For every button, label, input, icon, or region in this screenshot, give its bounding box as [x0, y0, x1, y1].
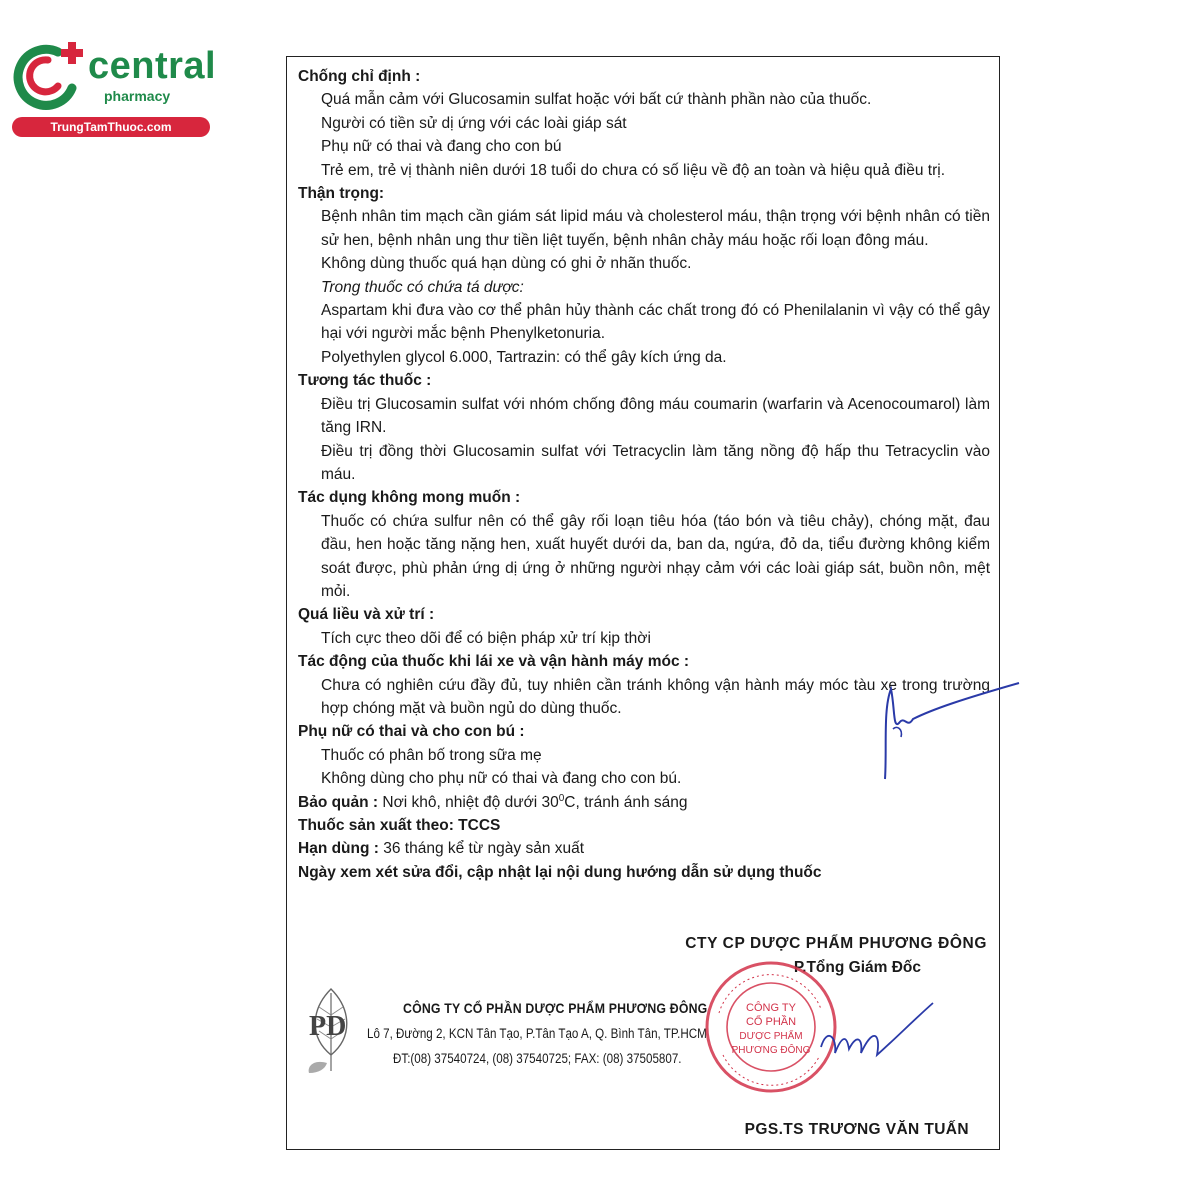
section-line: Điều trị Glucosamin sulfat với nhóm chống đông máu coumarin (warfarin và Acenocoumarol) làm tăng IRN.	[321, 395, 990, 437]
section-line: Quá mẫn cảm với Glucosamin sulfat hoặc với bất cứ thành phần nào của thuốc.	[321, 91, 872, 109]
expiry-line	[298, 837, 990, 860]
brand-name: central	[88, 45, 217, 87]
section-line: Tích cực theo dõi để có biện pháp xử trí kịp thời	[321, 629, 651, 647]
section-overdose	[298, 603, 990, 650]
stamp-line: PHƯƠNG ĐÔNG	[731, 1045, 811, 1056]
section-line: Phụ nữ có thai và đang cho con bú	[321, 138, 562, 156]
storage-text: Nơi khô, nhiệt độ dưới 30	[378, 793, 559, 811]
section-line: Không dùng cho phụ nữ có thai và đang cho con bú.	[321, 770, 682, 788]
section-heading: Chống chỉ định :	[298, 68, 421, 85]
brand-subtitle: pharmacy	[104, 88, 171, 104]
section-line: Thuốc có phân bố trong sữa mẹ	[321, 746, 542, 764]
section-interactions	[298, 369, 990, 486]
expiry-label: Hạn dùng :	[298, 840, 379, 858]
section-heading: Thận trọng:	[298, 185, 385, 203]
stamp-line: CỔ PHẦN	[745, 1016, 797, 1028]
section-line: Polyethylen glycol 6.000, Tartrazin: có thể gây kích ứng da.	[321, 348, 727, 366]
signer-name: PGS.TS TRƯƠNG VĂN TUẤN	[744, 1121, 969, 1138]
pd-logo-text: PD	[309, 1011, 347, 1042]
section-line: Điều trị đồng thời Glucosamin sulfat với Tetracyclin làm tăng nồng độ hấp thu Tetracyclin vào máu.	[321, 442, 990, 483]
standard-line: Thuốc sản xuất theo: TCCS	[298, 817, 501, 834]
section-heading: Tác dụng không mong muốn :	[298, 489, 521, 507]
brand-logo[interactable]	[12, 38, 217, 138]
manufacturer-contact: ĐT:(08) 37540724, (08) 37540725; FAX: (08) 37505807.	[393, 1051, 682, 1066]
handwritten-signature-icon	[873, 679, 1023, 789]
manufacturer-address: Lô 7, Đường 2, KCN Tân Tạo, P.Tân Tạo A, Q. Bình Tân, TP.HCM	[367, 1026, 707, 1041]
storage-text-b: C, tránh ánh sáng	[564, 793, 688, 811]
central-pharmacy-logo-icon	[12, 38, 90, 114]
section-side-effects	[298, 486, 990, 603]
section-line: Không dùng thuốc quá hạn dùng có ghi ở nhãn thuốc.	[321, 255, 692, 273]
pd-leaf-logo-icon	[303, 985, 359, 1075]
director-signature-icon	[817, 997, 937, 1077]
storage-label: Bảo quản :	[298, 793, 379, 811]
stamp-line: CÔNG TY	[746, 1002, 796, 1014]
expiry-text: 36 tháng kể từ ngày sản xuất	[378, 840, 585, 858]
section-contraindications	[298, 65, 990, 182]
degree-sup: 0	[558, 792, 565, 804]
section-line: Bệnh nhân tim mạch cần giám sát lipid máu và cholesterol máu, thận trọng với bệnh nhân có tiền sử hen, bệnh nhân ung thư tiền liệt tuyến, bệnh nhân chảy máu hoặc rối loạn đông máu.	[321, 208, 990, 249]
section-line: Aspartam khi đưa vào cơ thể phân hủy thành các chất trong đó có Phenilalanin vì vậy có thể gây hại với người mắc bệnh Phenylketonuria.	[321, 302, 990, 343]
signature-role: P.Tổng Giám Đốc	[793, 959, 921, 976]
brand-url[interactable]: TrungTamThuoc.com	[12, 117, 210, 137]
excipients-subheading: Trong thuốc có chứa tá dược:	[321, 278, 524, 296]
section-line: Chưa có nghiên cứu đầy đủ, tuy nhiên cần tránh không vận hành máy móc tàu xe trong trường hợp chóng mặt và buồn ngủ do dùng thuốc.	[321, 676, 990, 717]
document-page	[286, 56, 1000, 1150]
section-line: Thuốc có chứa sulfur nên có thể gây rối loạn tiêu hóa (táo bón và tiêu chảy), chóng mặt, đau đầu, hen hoặc tăng nặng hen, xuất huyết dưới da, ban da, ngứa, đỏ da, tiểu đường không kiểm soát được, phù phản ứng dị ứng ở những người nhạy cảm với các loài giáp sát, buồn nôn, mệt mỏi.	[321, 512, 990, 600]
manufacturer-name: CÔNG TY CỔ PHẦN DƯỢC PHẨM PHƯƠNG ĐÔNG	[403, 1000, 708, 1016]
storage-line	[298, 791, 990, 814]
signature-company: CTY CP DƯỢC PHẨM PHƯƠNG ĐÔNG	[685, 935, 987, 952]
section-line: Người có tiền sử dị ứng với các loài giáp sát	[321, 114, 627, 132]
section-heading: Tác động của thuốc khi lái xe và vận hành máy móc :	[298, 653, 690, 671]
section-heading: Tương tác thuốc :	[298, 372, 432, 390]
section-precautions	[298, 182, 990, 369]
review-line: Ngày xem xét sửa đổi, cập nhật lại nội dung hướng dẫn sử dụng thuốc	[298, 863, 822, 881]
section-heading: Quá liều và xử trí :	[298, 606, 435, 624]
section-heading: Phụ nữ có thai và cho con bú :	[298, 723, 525, 741]
stamp-line: DƯỢC PHẨM	[739, 1031, 803, 1042]
section-line: Trẻ em, trẻ vị thành niên dưới 18 tuổi do chưa có số liệu về độ an toàn và hiệu quả điều trị.	[321, 161, 946, 179]
